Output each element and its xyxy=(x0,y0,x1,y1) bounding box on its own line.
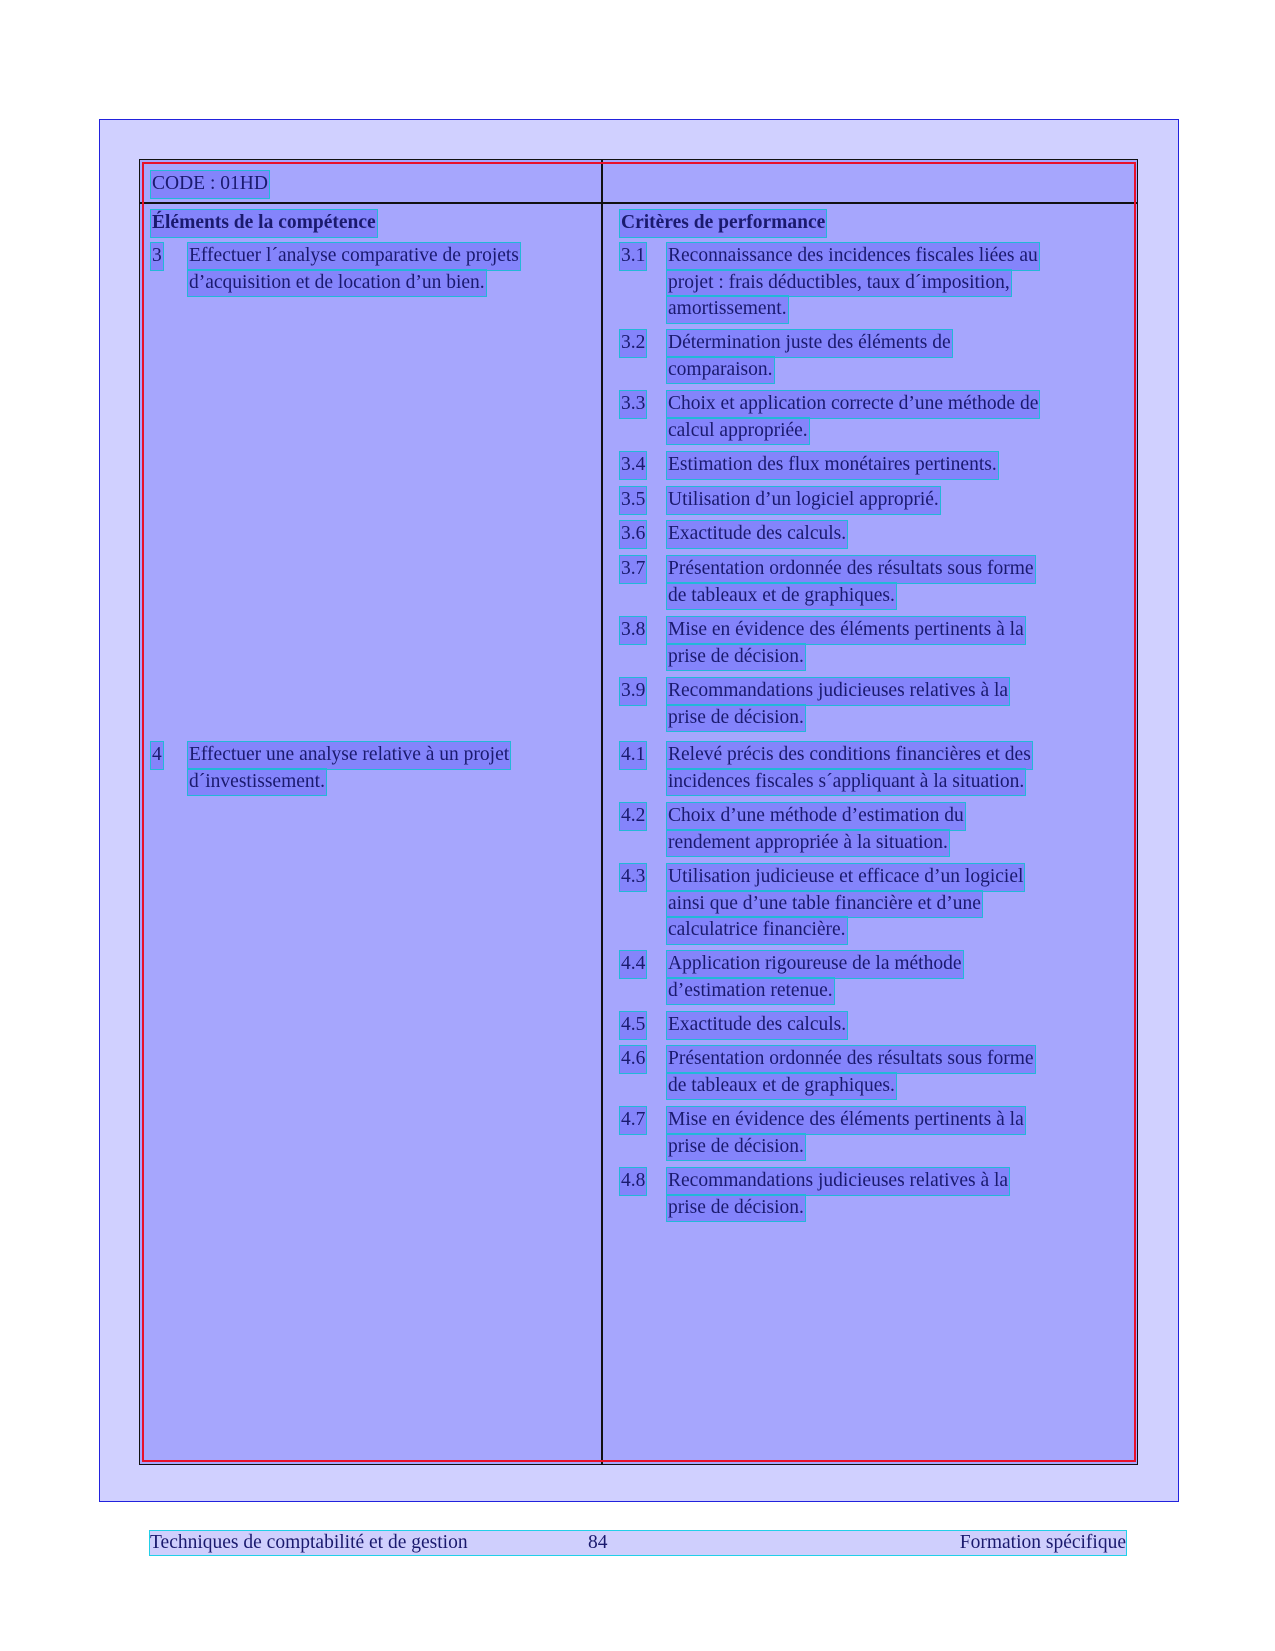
element-line: d´investissement. xyxy=(188,769,326,796)
criterion-number: 3.1 xyxy=(620,243,646,270)
header-criteria: Critères de performance xyxy=(620,210,826,237)
criterion-line: Mise en évidence des éléments pertinents à la xyxy=(667,617,1025,644)
element-line: Effectuer l´analyse comparative de projets xyxy=(188,243,520,270)
criterion-number: 4.6 xyxy=(620,1046,646,1073)
criterion-text xyxy=(667,864,1024,944)
criterion-text xyxy=(667,678,1009,731)
criterion-text xyxy=(667,1107,1025,1160)
criterion-line: Utilisation d’un logiciel approprié. xyxy=(667,487,940,514)
criterion-line: prise de décision. xyxy=(667,1134,805,1161)
criterion-line: Recommandations judicieuses relatives à la xyxy=(667,678,1009,705)
criterion-text xyxy=(667,521,847,548)
criterion-number: 3.2 xyxy=(620,330,646,357)
criterion-line: rendement appropriée à la situation. xyxy=(667,830,949,857)
criterion-line: Relevé précis des conditions financières et des xyxy=(667,742,1032,769)
criterion-number: 3.8 xyxy=(620,617,646,644)
criterion-number: 4.4 xyxy=(620,951,646,978)
criterion-number: 4.3 xyxy=(620,864,646,891)
criterion-line: Utilisation judicieuse et efficace d’un logiciel xyxy=(667,864,1024,891)
criterion-line: calculatrice financière. xyxy=(667,917,847,944)
criterion-number: 3.7 xyxy=(620,556,646,583)
criterion-text xyxy=(667,617,1025,670)
code-label: CODE : 01HD xyxy=(151,171,269,198)
criterion-text xyxy=(667,243,1039,323)
criterion-line: de tableaux et de graphiques. xyxy=(667,1073,896,1100)
element-number: 3 xyxy=(151,243,163,270)
criterion-number: 3.9 xyxy=(620,678,646,705)
criterion-line: comparaison. xyxy=(667,357,774,384)
criterion-line: Détermination juste des éléments de xyxy=(667,330,952,357)
element-line: Effectuer une analyse relative à un projet xyxy=(188,742,510,769)
criterion-number: 3.6 xyxy=(620,521,646,548)
page-footer xyxy=(150,1531,1126,1555)
footer-page-number: 84 xyxy=(588,1532,608,1553)
element-number: 4 xyxy=(151,742,163,769)
criterion-line: ainsi que d’une table financière et d’une xyxy=(667,891,982,918)
criterion-line: Présentation ordonnée des résultats sous forme xyxy=(667,1046,1035,1073)
criterion-text xyxy=(667,452,998,479)
criterion-line: Présentation ordonnée des résultats sous forme xyxy=(667,556,1035,583)
element-text xyxy=(188,742,510,795)
criterion-number: 3.3 xyxy=(620,391,646,418)
criterion-line: Choix d’une méthode d’estimation du xyxy=(667,803,965,830)
criterion-line: Exactitude des calculs. xyxy=(667,521,847,548)
column-divider xyxy=(601,159,603,1465)
criterion-line: projet : frais déductibles, taux d´imposition, xyxy=(667,270,1011,297)
criterion-line: Application rigoureuse de la méthode xyxy=(667,951,963,978)
criterion-line: calcul appropriée. xyxy=(667,418,809,445)
criterion-text xyxy=(667,556,1035,609)
criterion-text xyxy=(667,330,952,383)
criterion-number: 4.7 xyxy=(620,1107,646,1134)
criterion-line: Reconnaissance des incidences fiscales liées au xyxy=(667,243,1039,270)
criterion-text xyxy=(667,391,1039,444)
criterion-line: amortissement. xyxy=(667,296,788,323)
element-line: d’acquisition et de location d’un bien. xyxy=(188,270,486,297)
footer-program: Techniques de comptabilité et de gestion xyxy=(150,1532,468,1553)
criterion-number: 4.1 xyxy=(620,742,646,769)
criterion-line: Exactitude des calculs. xyxy=(667,1012,847,1039)
criterion-text xyxy=(667,951,963,1004)
criterion-line: incidences fiscales s´appliquant à la situation. xyxy=(667,769,1025,796)
criterion-text xyxy=(667,1046,1035,1099)
criterion-line: Estimation des flux monétaires pertinents. xyxy=(667,452,998,479)
criterion-text xyxy=(667,742,1032,795)
criterion-line: Recommandations judicieuses relatives à la xyxy=(667,1168,1009,1195)
header-elements: Éléments de la compétence xyxy=(151,210,377,237)
criterion-line: prise de décision. xyxy=(667,1195,805,1222)
criterion-text xyxy=(667,1012,847,1039)
criterion-text xyxy=(667,487,940,514)
criterion-number: 4.8 xyxy=(620,1168,646,1195)
criterion-line: de tableaux et de graphiques. xyxy=(667,583,896,610)
criterion-text xyxy=(667,803,965,856)
criterion-number: 3.5 xyxy=(620,487,646,514)
criterion-line: Mise en évidence des éléments pertinents à la xyxy=(667,1107,1025,1134)
criterion-line: prise de décision. xyxy=(667,705,805,732)
criterion-number: 4.5 xyxy=(620,1012,646,1039)
footer-section: Formation spécifique xyxy=(959,1532,1126,1553)
header-divider xyxy=(139,202,1138,204)
element-text xyxy=(188,243,520,296)
criterion-number: 4.2 xyxy=(620,803,646,830)
criterion-line: Choix et application correcte d’une méthode de xyxy=(667,391,1039,418)
criterion-text xyxy=(667,1168,1009,1221)
criterion-line: d’estimation retenue. xyxy=(667,978,834,1005)
criterion-number: 3.4 xyxy=(620,452,646,479)
criterion-line: prise de décision. xyxy=(667,644,805,671)
